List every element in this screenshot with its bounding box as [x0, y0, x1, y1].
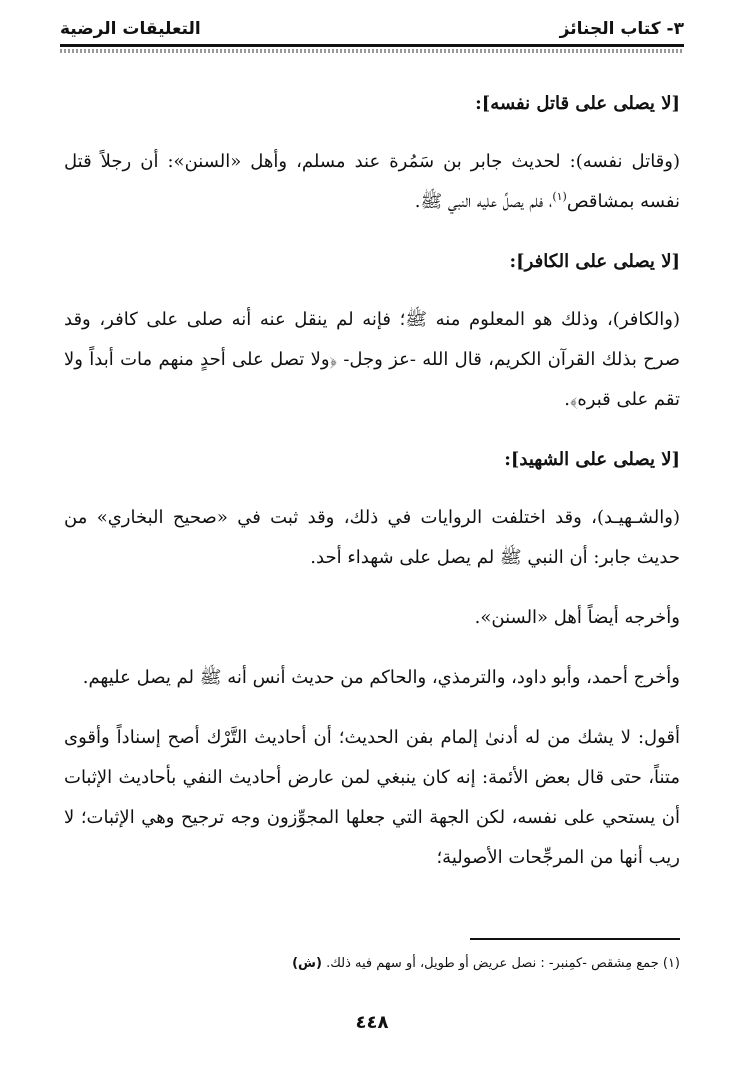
paragraph-martyr-2: وأخرجه أيضاً أهل «السنن». — [474, 607, 680, 628]
page-number: ٤٤٨ — [355, 1012, 389, 1033]
chapter-title: ٣- كتاب الجنائز — [559, 19, 684, 39]
footnote-mark: (ش) — [292, 956, 322, 971]
header-rule — [60, 44, 684, 47]
footnote-ref: (١) — [552, 190, 567, 203]
main-text — [64, 84, 680, 898]
paragraph-suicide-text: (وقاتل نفسه): لحديث جابر بن سَمُرة عند مسلم، وأهل «السنن»: أن رجلاً قتل نفسه بمشاقص — [64, 151, 680, 212]
paragraph-martyr-4: أقول: لا يشك من له أدنىٰ إلمام بفن الحديث؛ أن أحاديث التَّرْك أصح إسناداً وأقوى متناً، حتى قال بعض الأئمة: إنه كان ينبغي لمن عارض أحاديث النفي بأحاديث الإثبات أن يستحي على نفسه، لكن الجهة التي جعلها المجوِّزون وجه ترجيح وهي الإثبات؛ لا ريب أنها من المرجِّحات الأصولية؛ — [64, 727, 680, 868]
paragraph-suicide-end: ، فلم يصلِّ عليه النبي ﷺ. — [414, 191, 553, 212]
footnote-rule — [470, 938, 680, 940]
header-rule-dotted — [60, 49, 684, 53]
section-heading-martyr: [لا يصلى على الشهيد]: — [504, 449, 680, 470]
paragraph-disbeliever: (والكافر)، وذلك هو المعلوم منه ﷺ؛ فإنه لم ينقل عنه أنه صلى على كافر، وقد صرح بذلك القرآن الكريم، قال الله -عز وجل- ﴿ولا تصل على أحدٍ منهم مات أبداً ولا تقم على قبره﴾. — [64, 309, 680, 410]
paragraph-martyr-1: (والشـهيـد)، وقد اختلفت الروايات في ذلك، وقد ثبت في «صحيح البخاري» من حديث جابر: أن النبي ﷺ لم يصل على شهداء أحد. — [64, 507, 680, 568]
book-title: التعليقات الرضية — [60, 19, 201, 39]
paragraph-martyr-3: وأخرج أحمد، وأبو داود، والترمذي، والحاكم من حديث أنس أنه ﷺ لم يصل عليهم. — [82, 667, 680, 688]
running-header — [60, 14, 684, 44]
section-heading-disbeliever: [لا يصلى على الكافر]: — [509, 251, 680, 272]
footnote-text: (١) جمع مِشقص -كمِنبر- : نصل عريض أو طويل، أو سهم فيه ذلك. — [326, 956, 680, 971]
section-heading-suicide: [لا يصلى على قاتل نفسه]: — [475, 93, 680, 114]
paragraph-suicide — [64, 142, 680, 222]
footnote — [64, 952, 680, 976]
